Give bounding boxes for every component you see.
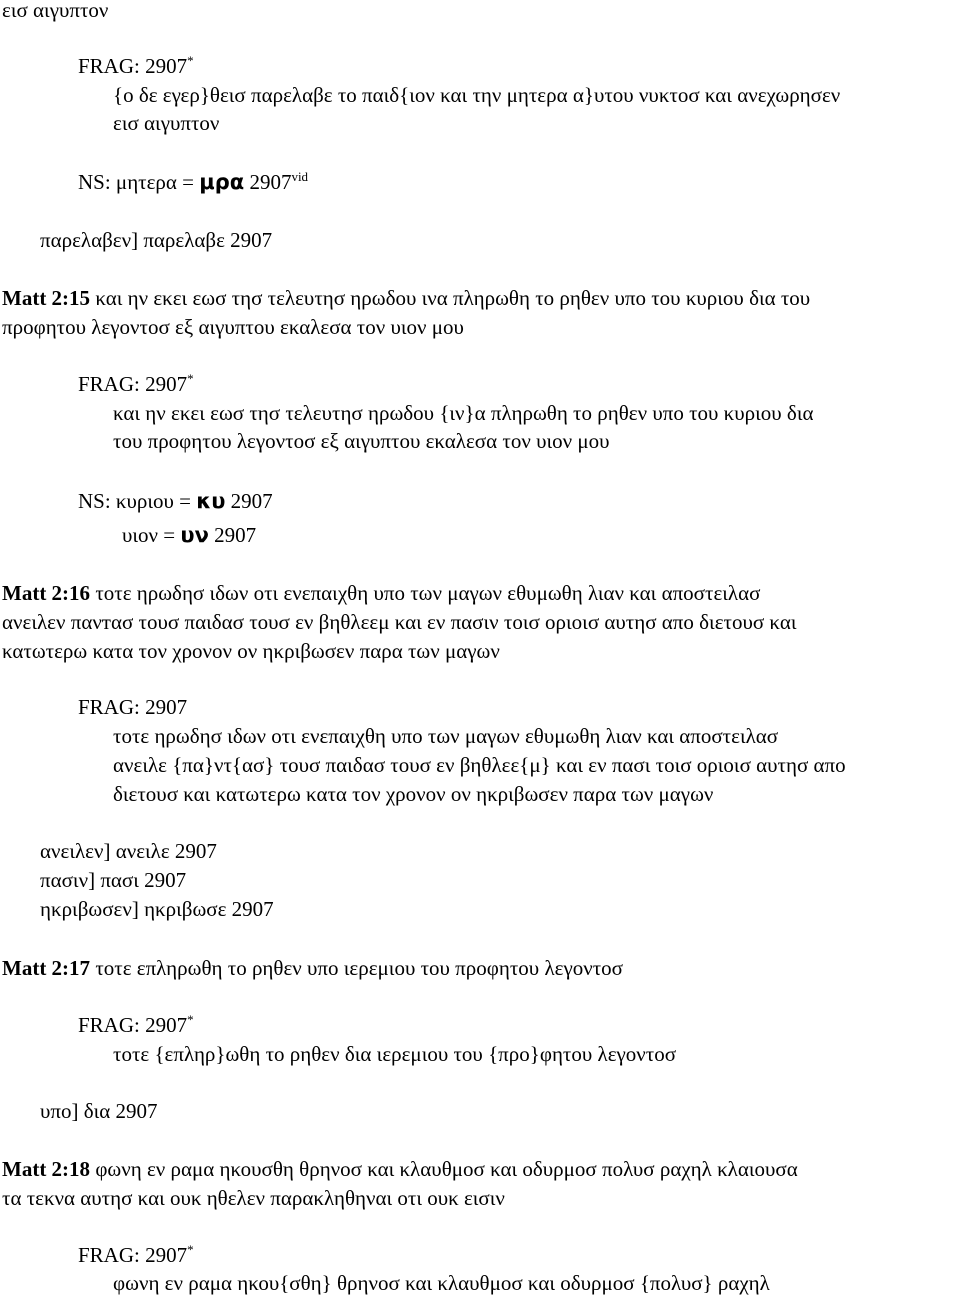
frag-label <box>78 1242 194 1267</box>
frag-line: ανειλε {πα}ντ{ασ} τουσ παιδασ τουσ εν βηθλεε{μ} και εν πασι τοισ οριοισ αυτησ απο <box>113 753 846 777</box>
frag-label <box>78 371 194 396</box>
verse-line <box>2 288 810 309</box>
frag-text: FRAG: 2907 <box>78 372 188 396</box>
frag-line: φωνη εν ραμα ηκου{σθη} θρηνοσ και κλαυθμοσ και οδυρμοσ {πολυσ} ραχηλ <box>113 1271 770 1295</box>
variant-line: ανειλεν] ανειλε 2907 <box>40 839 217 863</box>
verse-line <box>2 583 760 604</box>
variant-line: υπο] δια 2907 <box>40 1099 158 1123</box>
variant-line: πασιν] πασι 2907 <box>40 868 187 892</box>
ns-witness: 2907 <box>208 523 257 547</box>
frag-line: διετουσ και κατωτερω κατα τον χρονον ον ηκριβωσεν παρα των μαγων <box>113 782 714 806</box>
ns-note <box>122 525 256 546</box>
ns-sup: vid <box>291 169 309 184</box>
frag-label <box>78 1012 194 1037</box>
frag-sup: * <box>187 371 194 386</box>
frag-line: του προφητου λεγοντοσ εξ αιγυπτου εκαλεσα τον υιον μου <box>113 429 610 453</box>
frag-line: τοτε {επληρ}ωθη το ρηθεν δια ιερεμιου του {προ}φητου λεγοντοσ <box>113 1042 677 1066</box>
ns-note <box>78 169 309 194</box>
verse-ref: Matt 2:17 <box>2 956 91 980</box>
verse-line: κατωτερω κατα τον χρονον ον ηκριβωσεν παρα των μαγων <box>2 639 500 663</box>
nomen-sacrum: κυ <box>196 489 226 513</box>
frag-text: FRAG: 2907 <box>78 1243 188 1267</box>
text-line: εισ αιγυπτον <box>2 0 109 22</box>
verse-ref: Matt 2:15 <box>2 286 91 310</box>
ns-text: υιον = <box>122 523 181 547</box>
frag-label <box>78 697 187 718</box>
ns-text: NS: κυριου = <box>78 489 197 513</box>
verse-text: και ην εκει εωσ τησ τελευτησ ηρωδου ινα πληρωθη το ρηθεν υπο του κυριου δια του <box>90 286 811 310</box>
frag-text: FRAG: 2907 <box>78 1013 188 1037</box>
variant-line: παρελαβεν] παρελαβε 2907 <box>40 228 273 252</box>
frag-text: FRAG: 2907 <box>78 695 188 719</box>
nomen-sacrum: υν <box>180 523 209 547</box>
ns-witness: 2907 <box>244 170 292 194</box>
verse-line <box>2 958 623 979</box>
frag-sup: * <box>187 1242 194 1257</box>
frag-text: FRAG: 2907 <box>78 54 188 78</box>
frag-line: εισ αιγυπτον <box>113 111 220 135</box>
ns-text: NS: μητερα = <box>78 170 200 194</box>
frag-sup: * <box>187 1012 194 1027</box>
verse-text: τοτε ηρωδησ ιδων οτι ενεπαιχθη υπο των μαγων εθυμωθη λιαν και αποστειλασ <box>90 581 761 605</box>
verse-line <box>2 1159 798 1180</box>
verse-line: προφητου λεγοντοσ εξ αιγυπτου εκαλεσα τον υιον μου <box>2 315 464 339</box>
verse-text: τοτε επληρωθη το ρηθεν υπο ιερεμιου του προφητου λεγοντοσ <box>90 956 623 980</box>
nomen-sacrum: μρα <box>199 170 245 194</box>
frag-line: τοτε ηρωδησ ιδων οτι ενεπαιχθη υπο των μαγων εθυμωθη λιαν και αποστειλασ <box>113 724 779 748</box>
variant-line: ηκριβωσεν] ηκριβωσε 2907 <box>40 897 274 921</box>
verse-ref: Matt 2:18 <box>2 1157 91 1181</box>
verse-line: τα τεκνα αυτησ και ουκ ηθελεν παρακληθηναι οτι ουκ εισιν <box>2 1186 505 1210</box>
ns-witness: 2907 <box>225 489 273 513</box>
verse-line: ανειλεν πανтασ τουσ παιδασ τουσ εν βηθλεεμ και εν πασιν τοισ οριοισ αυτησ απο διετουσ και <box>2 610 797 634</box>
verse-ref: Matt 2:16 <box>2 581 91 605</box>
frag-label <box>78 53 194 78</box>
frag-line: και ην εκει εωσ τησ τελευτησ ηρωδου {ιν}α πληρωθη το ρηθεν υπο του κυριου δια <box>113 401 814 425</box>
verse-text: φωνη εν ραμα ηκουσθη θρηνοσ και κλαυθμοσ και οδυρμοσ πολυσ ραχηλ κλαιουσα <box>90 1157 798 1181</box>
frag-line: {ο δε εγερ}θεισ παρελαβε το παιδ{ιον και την μητερα α}υτου νυκτοσ και ανεχωρησεν <box>113 83 841 107</box>
ns-note <box>78 491 273 512</box>
frag-sup: * <box>187 53 194 68</box>
